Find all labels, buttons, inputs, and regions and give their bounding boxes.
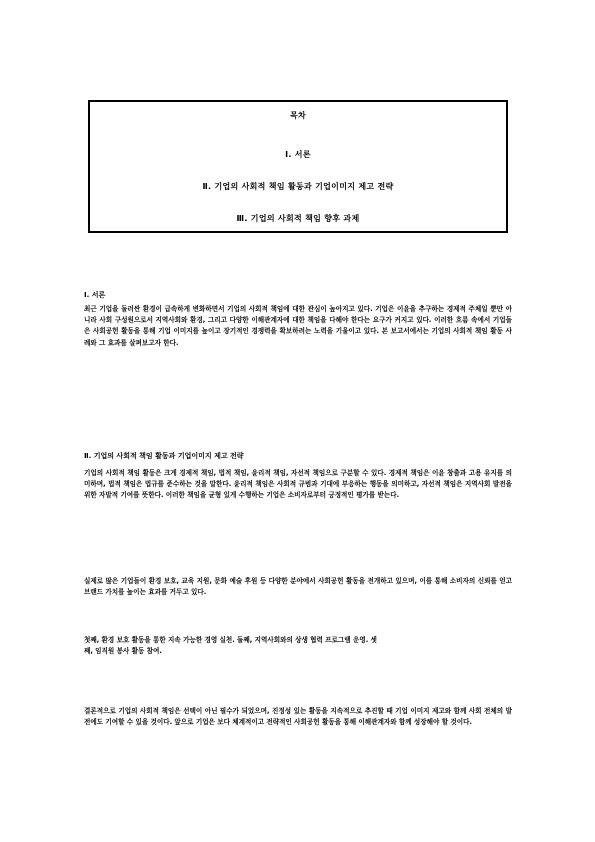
section-heading-2: Ⅱ. 기업의 사회적 책임 활동과 기업이미지 제고 전략: [84, 452, 244, 460]
section-1-paragraph: 최근 기업을 둘러싼 환경이 급속하게 변화하면서 기업의 사회적 책임에 대한 관심이 높아지고 있다. 기업은 이윤을 추구하는 경제적 주체일 뿐만 아니라 사회 구성원으로서 지역사회와 환경, 그리고 다양한 이해관계자에 대한 책임을 다해야 한다는 요구가 커지고 있다. 이러한 흐름 속에서 기업들은 사회공헌 활동을 통해 기업 이미지를 높이고 장기적인 경쟁력을 확보하려는 노력을 기울이고 있다. 본 보고서에서는 기업의 사회적 책임 활동 사례와 그 효과를 살펴보고자 한다.: [84, 305, 512, 347]
toc-title: 목차: [289, 111, 307, 120]
paragraph-3: 실제로 많은 기업들이 환경 보호, 교육 지원, 문화 예술 후원 등 다양한 분야에서 사회공헌 활동을 전개하고 있으며, 이를 통해 소비자의 신뢰를 얻고 브랜드 가치를 높이는 효과를 거두고 있다.: [84, 577, 512, 597]
section-heading-1: Ⅰ. 서론: [84, 291, 106, 299]
toc-item-1: Ⅰ. 서론: [285, 150, 311, 159]
section-2-paragraph: 기업의 사회적 책임 활동은 크게 경제적 책임, 법적 책임, 윤리적 책임, 자선적 책임으로 구분할 수 있다. 경제적 책임은 이윤 창출과 고용 유지를 의미하며, 법적 책임은 법규를 준수하는 것을 말한다. 윤리적 책임은 사회적 규범과 기대에 부응하는 행동을 의미하고, 자선적 책임은 지역사회 발전을 위한 자발적 기여를 뜻한다. 이러한 책임을 균형 있게 수행하는 기업은 소비자로부터 긍정적인 평가를 받는다.: [84, 469, 512, 500]
table-of-contents-box: [88, 100, 508, 233]
section-csr-strategy: [84, 451, 512, 502]
toc-item-2: Ⅱ. 기업의 사회적 책임 활동과 기업이미지 제고 전략: [202, 182, 394, 191]
toc-item-3: Ⅲ. 기업의 사회적 책임 향후 과제: [236, 214, 360, 223]
section-introduction: [84, 290, 512, 349]
paragraph-5-conclusion: 결론적으로 기업의 사회적 책임은 선택이 아닌 필수가 되었으며, 진정성 있는 활동을 지속적으로 추진할 때 기업 이미지 제고와 함께 사회 전체의 발전에도 기여할 수 있을 것이다. 앞으로 기업은 보다 체계적이고 전략적인 사회공헌 활동을 통해 이해관계자와 함께 성장해야 할 것이다.: [84, 707, 512, 727]
paragraph-4-list: 첫째, 환경 보호 활동을 통한 지속 가능한 경영 실천. 둘째, 지역사회와의 상생 협력 프로그램 운영. 셋째, 임직원 봉사 활동 참여.: [84, 636, 377, 656]
